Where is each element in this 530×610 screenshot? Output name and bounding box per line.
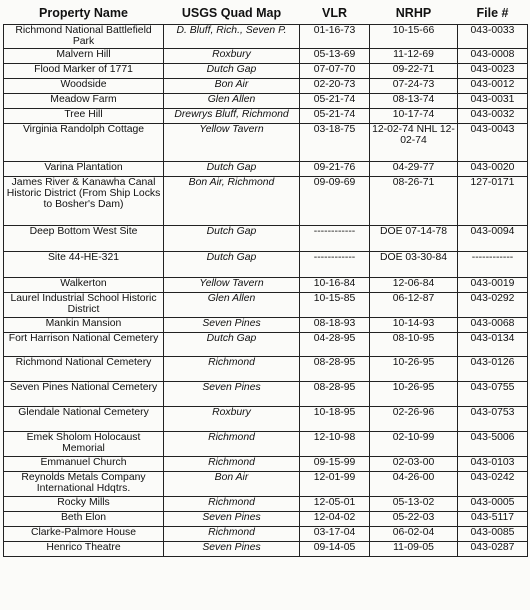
property-name-cell: Richmond National Battlefield Park <box>4 25 164 49</box>
vlr-date-cell: 12-01-99 <box>300 472 370 497</box>
vlr-date-cell: 02-20-73 <box>300 79 370 94</box>
nrhp-date-cell: 08-13-74 <box>370 94 458 109</box>
nrhp-date-cell: 10-14-93 <box>370 318 458 333</box>
quad-map-cell: Seven Pines <box>164 512 300 527</box>
file-number-cell: 043-0012 <box>458 79 528 94</box>
vlr-date-cell: 03-17-04 <box>300 527 370 542</box>
table-row <box>4 252 528 278</box>
file-number-cell: 043-0753 <box>458 407 528 432</box>
quad-map-cell: Dutch Gap <box>164 64 300 79</box>
vlr-date-cell: 05-21-74 <box>300 109 370 124</box>
table-row <box>4 432 528 457</box>
file-number-cell: 043-0008 <box>458 49 528 64</box>
vlr-date-cell: 09-15-99 <box>300 457 370 472</box>
nrhp-date-cell: 12-02-74 NHL 12-02-74 <box>370 124 458 162</box>
nrhp-date-cell: 05-22-03 <box>370 512 458 527</box>
header-usgs-quad-map: USGS Quad Map <box>181 6 282 20</box>
file-number-cell: 043-0126 <box>458 357 528 382</box>
quad-map-cell: Bon Air <box>164 472 300 497</box>
header-vlr: VLR <box>322 6 347 20</box>
quad-map-cell: Richmond <box>164 357 300 382</box>
table-row <box>4 542 528 557</box>
file-number-cell: 043-0033 <box>458 25 528 49</box>
property-name-cell: Laurel Industrial School Historic District <box>4 293 164 318</box>
file-number-cell: 043-0005 <box>458 497 528 512</box>
table-row <box>4 457 528 472</box>
property-name-cell: Richmond National Cemetery <box>4 357 164 382</box>
table-row <box>4 472 528 497</box>
table-row <box>4 382 528 407</box>
property-name-cell: Rocky Mills <box>4 497 164 512</box>
vlr-date-cell: 12-10-98 <box>300 432 370 457</box>
property-name-cell: Varina Plantation <box>4 162 164 177</box>
historic-register-table <box>3 2 528 557</box>
nrhp-date-cell: 10-17-74 <box>370 109 458 124</box>
vlr-date-cell: 09-14-05 <box>300 542 370 557</box>
property-name-cell: Mankin Mansion <box>4 318 164 333</box>
quad-map-cell: Richmond <box>164 432 300 457</box>
file-number-cell: 043-0019 <box>458 278 528 293</box>
vlr-date-cell: 05-13-69 <box>300 49 370 64</box>
table-row <box>4 278 528 293</box>
table-row <box>4 162 528 177</box>
nrhp-date-cell: 02-03-00 <box>370 457 458 472</box>
table-body <box>4 25 528 557</box>
quad-map-cell: Dutch Gap <box>164 162 300 177</box>
nrhp-date-cell: 08-26-71 <box>370 177 458 226</box>
file-number-cell: 043-0103 <box>458 457 528 472</box>
property-name-cell: Walkerton <box>4 278 164 293</box>
vlr-date-cell: 09-21-76 <box>300 162 370 177</box>
nrhp-date-cell: 10-26-95 <box>370 382 458 407</box>
vlr-date-cell: ------------ <box>300 226 370 252</box>
quad-map-cell: Bon Air <box>164 79 300 94</box>
table-row <box>4 293 528 318</box>
table-row <box>4 512 528 527</box>
property-name-cell: Virginia Randolph Cottage <box>4 124 164 162</box>
quad-map-cell: Drewrys Bluff, Richmond <box>164 109 300 124</box>
file-number-cell: 043-0020 <box>458 162 528 177</box>
quad-map-cell: Seven Pines <box>164 382 300 407</box>
property-name-cell: Beth Elon <box>4 512 164 527</box>
quad-map-cell: Richmond <box>164 527 300 542</box>
vlr-date-cell: 08-18-93 <box>300 318 370 333</box>
vlr-date-cell: 12-04-02 <box>300 512 370 527</box>
file-number-cell: 043-0094 <box>458 226 528 252</box>
header-nrhp: NRHP <box>395 6 432 20</box>
header-property-name: Property Name <box>39 6 128 20</box>
quad-map-cell: Richmond <box>164 457 300 472</box>
quad-map-cell: Yellow Tavern <box>164 278 300 293</box>
nrhp-date-cell: 10-15-66 <box>370 25 458 49</box>
file-number-cell: 043-0043 <box>458 124 528 162</box>
nrhp-date-cell: 02-26-96 <box>370 407 458 432</box>
quad-map-cell: Dutch Gap <box>164 252 300 278</box>
vlr-date-cell: 08-28-95 <box>300 357 370 382</box>
file-number-cell: 043-0068 <box>458 318 528 333</box>
vlr-date-cell: 12-05-01 <box>300 497 370 512</box>
table-row <box>4 64 528 79</box>
nrhp-date-cell: 10-26-95 <box>370 357 458 382</box>
nrhp-date-cell: 05-13-02 <box>370 497 458 512</box>
property-name-cell: Reynolds Metals Company International Hdqtrs. <box>4 472 164 497</box>
file-number-cell: 043-5117 <box>458 512 528 527</box>
property-name-cell: Site 44-HE-321 <box>4 252 164 278</box>
vlr-date-cell: 03-18-75 <box>300 124 370 162</box>
quad-map-cell: Roxbury <box>164 49 300 64</box>
table-row <box>4 79 528 94</box>
table-row <box>4 124 528 162</box>
quad-map-cell: Yellow Tavern <box>164 124 300 162</box>
nrhp-date-cell: 04-26-00 <box>370 472 458 497</box>
table-row <box>4 25 528 49</box>
file-number-cell: 043-0755 <box>458 382 528 407</box>
quad-map-cell: Seven Pines <box>164 318 300 333</box>
quad-map-cell: Glen Allen <box>164 94 300 109</box>
property-name-cell: Emek Sholom Holocaust Memorial <box>4 432 164 457</box>
property-name-cell: Seven Pines National Cemetery <box>4 382 164 407</box>
quad-map-cell: Richmond <box>164 497 300 512</box>
file-number-cell: 043-0031 <box>458 94 528 109</box>
vlr-date-cell: 10-18-95 <box>300 407 370 432</box>
property-name-cell: Malvern Hill <box>4 49 164 64</box>
nrhp-date-cell: 04-29-77 <box>370 162 458 177</box>
file-number-cell: 043-0134 <box>458 333 528 357</box>
table-row <box>4 333 528 357</box>
nrhp-date-cell: DOE 07-14-78 <box>370 226 458 252</box>
file-number-cell: 127-0171 <box>458 177 528 226</box>
property-name-cell: Deep Bottom West Site <box>4 226 164 252</box>
table-row <box>4 357 528 382</box>
table-row <box>4 94 528 109</box>
property-name-cell: Flood Marker of 1771 <box>4 64 164 79</box>
vlr-date-cell: 08-28-95 <box>300 382 370 407</box>
vlr-date-cell: 10-15-85 <box>300 293 370 318</box>
quad-map-cell: Seven Pines <box>164 542 300 557</box>
property-name-cell: James River & Kanawha Canal Historic District (From Ship Locks to Bosher's Dam) <box>4 177 164 226</box>
quad-map-cell: Roxbury <box>164 407 300 432</box>
nrhp-date-cell: DOE 03-30-84 <box>370 252 458 278</box>
quad-map-cell: Glen Allen <box>164 293 300 318</box>
file-number-cell: 043-0287 <box>458 542 528 557</box>
vlr-date-cell: 09-09-69 <box>300 177 370 226</box>
table-row <box>4 318 528 333</box>
file-number-cell: 043-0242 <box>458 472 528 497</box>
header-file-number: File # <box>476 6 509 20</box>
property-name-cell: Clarke-Palmore House <box>4 527 164 542</box>
property-name-cell: Tree Hill <box>4 109 164 124</box>
nrhp-date-cell: 02-10-99 <box>370 432 458 457</box>
nrhp-date-cell: 08-10-95 <box>370 333 458 357</box>
property-name-cell: Henrico Theatre <box>4 542 164 557</box>
nrhp-date-cell: 07-24-73 <box>370 79 458 94</box>
table-row <box>4 226 528 252</box>
table-header <box>4 2 528 25</box>
property-name-cell: Fort Harrison National Cemetery <box>4 333 164 357</box>
vlr-date-cell: 04-28-95 <box>300 333 370 357</box>
property-name-cell: Meadow Farm <box>4 94 164 109</box>
table-row <box>4 527 528 542</box>
property-name-cell: Emmanuel Church <box>4 457 164 472</box>
quad-map-cell: Dutch Gap <box>164 333 300 357</box>
table-row <box>4 407 528 432</box>
quad-map-cell: Dutch Gap <box>164 226 300 252</box>
vlr-date-cell: 01-16-73 <box>300 25 370 49</box>
quad-map-cell: D. Bluff, Rich., Seven P. <box>164 25 300 49</box>
file-number-cell: 043-0292 <box>458 293 528 318</box>
vlr-date-cell: 05-21-74 <box>300 94 370 109</box>
nrhp-date-cell: 11-09-05 <box>370 542 458 557</box>
file-number-cell: 043-0032 <box>458 109 528 124</box>
nrhp-date-cell: 11-12-69 <box>370 49 458 64</box>
table-row <box>4 49 528 64</box>
file-number-cell: 043-0023 <box>458 64 528 79</box>
nrhp-date-cell: 06-12-87 <box>370 293 458 318</box>
nrhp-date-cell: 12-06-84 <box>370 278 458 293</box>
file-number-cell: 043-0085 <box>458 527 528 542</box>
file-number-cell: ------------ <box>458 252 528 278</box>
vlr-date-cell: 07-07-70 <box>300 64 370 79</box>
property-name-cell: Glendale National Cemetery <box>4 407 164 432</box>
quad-map-cell: Bon Air, Richmond <box>164 177 300 226</box>
property-name-cell: Woodside <box>4 79 164 94</box>
file-number-cell: 043-5006 <box>458 432 528 457</box>
table-row <box>4 177 528 226</box>
nrhp-date-cell: 06-02-04 <box>370 527 458 542</box>
table-row <box>4 497 528 512</box>
table-row <box>4 109 528 124</box>
nrhp-date-cell: 09-22-71 <box>370 64 458 79</box>
vlr-date-cell: ------------ <box>300 252 370 278</box>
vlr-date-cell: 10-16-84 <box>300 278 370 293</box>
